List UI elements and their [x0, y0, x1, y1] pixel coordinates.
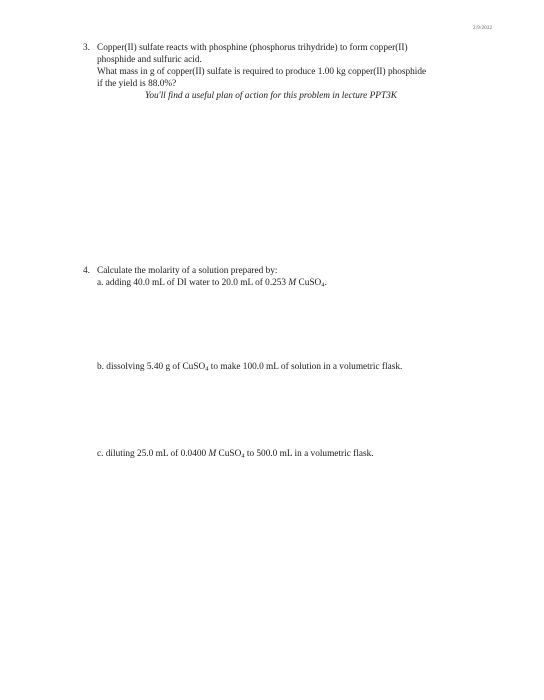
question-4c — [97, 449, 374, 460]
formula-subscript: 4 — [241, 452, 245, 460]
molarity-unit: M — [288, 278, 297, 288]
question-4c-prefix: c. diluting 25.0 mL of 0.0400 — [97, 449, 209, 459]
question-4-number: 4. — [83, 266, 90, 276]
question-3-line-1: Copper(II) sulfate reacts with phosphine (phosphorus trihydride) to form copper(II) — [97, 43, 408, 53]
question-3-number: 3. — [83, 43, 90, 53]
formula-subscript: 4 — [321, 281, 325, 289]
formula-cuso: CuSO — [216, 449, 242, 459]
question-4b-suffix: to make 100.0 mL of solution in a volumetric flask. — [208, 362, 403, 372]
question-4a — [97, 278, 327, 289]
question-4b — [97, 362, 402, 373]
date-stamp: 2/9/2022 — [473, 26, 493, 31]
question-4c-suffix: to 500.0 mL in a volumetric flask. — [244, 449, 374, 459]
question-3-hint: You'll find a useful plan of action for this problem in lecture PPT3K — [145, 91, 397, 101]
molarity-unit: M — [208, 449, 217, 459]
formula-cuso: CuSO — [296, 278, 322, 288]
question-4b-prefix: b. dissolving 5.40 g of CuSO — [97, 362, 206, 372]
question-4a-prefix: a. adding 40.0 mL of DI water to 20.0 mL of 0.253 — [97, 278, 289, 288]
question-3-line-2: phosphide and sulfuric acid. — [97, 55, 202, 65]
question-3-line-3: What mass in g of copper(II) sulfate is required to produce 1.00 kg copper(II) phosphide — [97, 67, 427, 77]
question-4-intro: Calculate the molarity of a solution prepared by: — [97, 266, 278, 276]
formula-subscript: 4 — [205, 365, 209, 373]
question-3-line-4: if the yield is 88.0%? — [97, 79, 177, 89]
question-4a-suffix: . — [324, 278, 327, 288]
